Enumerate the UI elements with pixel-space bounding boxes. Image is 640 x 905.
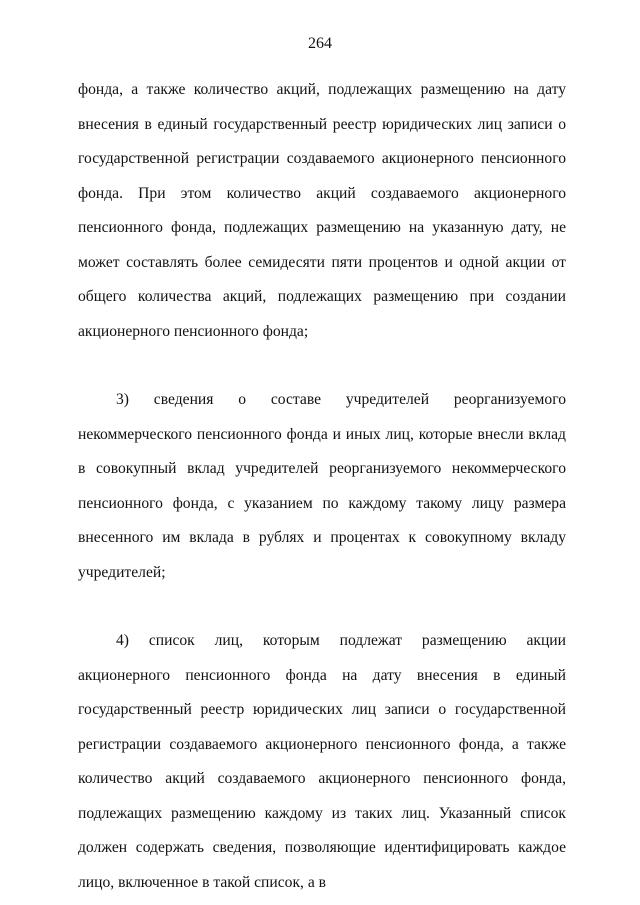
paragraph-item-4: 4) список лиц, которым подлежат размещению акции акционерного пенсионного фонда на дату внесения в единый государственный реестр юридических лиц записи о государственной регистрации создаваемого акционерного пенсионного фонда, а также количество акций создаваемого акционерного пенсионного фонда, подлежащих размещению каждому из таких лиц. Указанный список должен содержать сведения, позволяющие идентифицировать каждое лицо, включенное в такой список, а в [78,632,566,891]
paragraph-item-3: 3) сведения о составе учредителей реорганизуемого некоммерческого пенсионного фонда и иных лиц, которые внесли вклад в совокупный вклад учредителей реорганизуемого некоммерческого пенсионного фонда, с указанием по каждому такому лицу размера внесенного им вклада в рублях и процентах к совокупному вкладу учредителей; [78,391,566,581]
page-number: 264 [308,35,332,52]
document-body [78,73,566,900]
paragraph-continuation: фонда, а также количество акций, подлежащих размещению на дату внесения в единый государственный реестр юридических лиц записи о государственной регистрации создаваемого акционерного пенсионного фонда. При этом количество акций создаваемого акционерного пенсионного фонда, подлежащих размещению на указанную дату, не может составлять более семидесяти пяти процентов и одной акции от общего количества акций, подлежащих размещению при создании акционерного пенсионного фонда; [78,81,566,340]
